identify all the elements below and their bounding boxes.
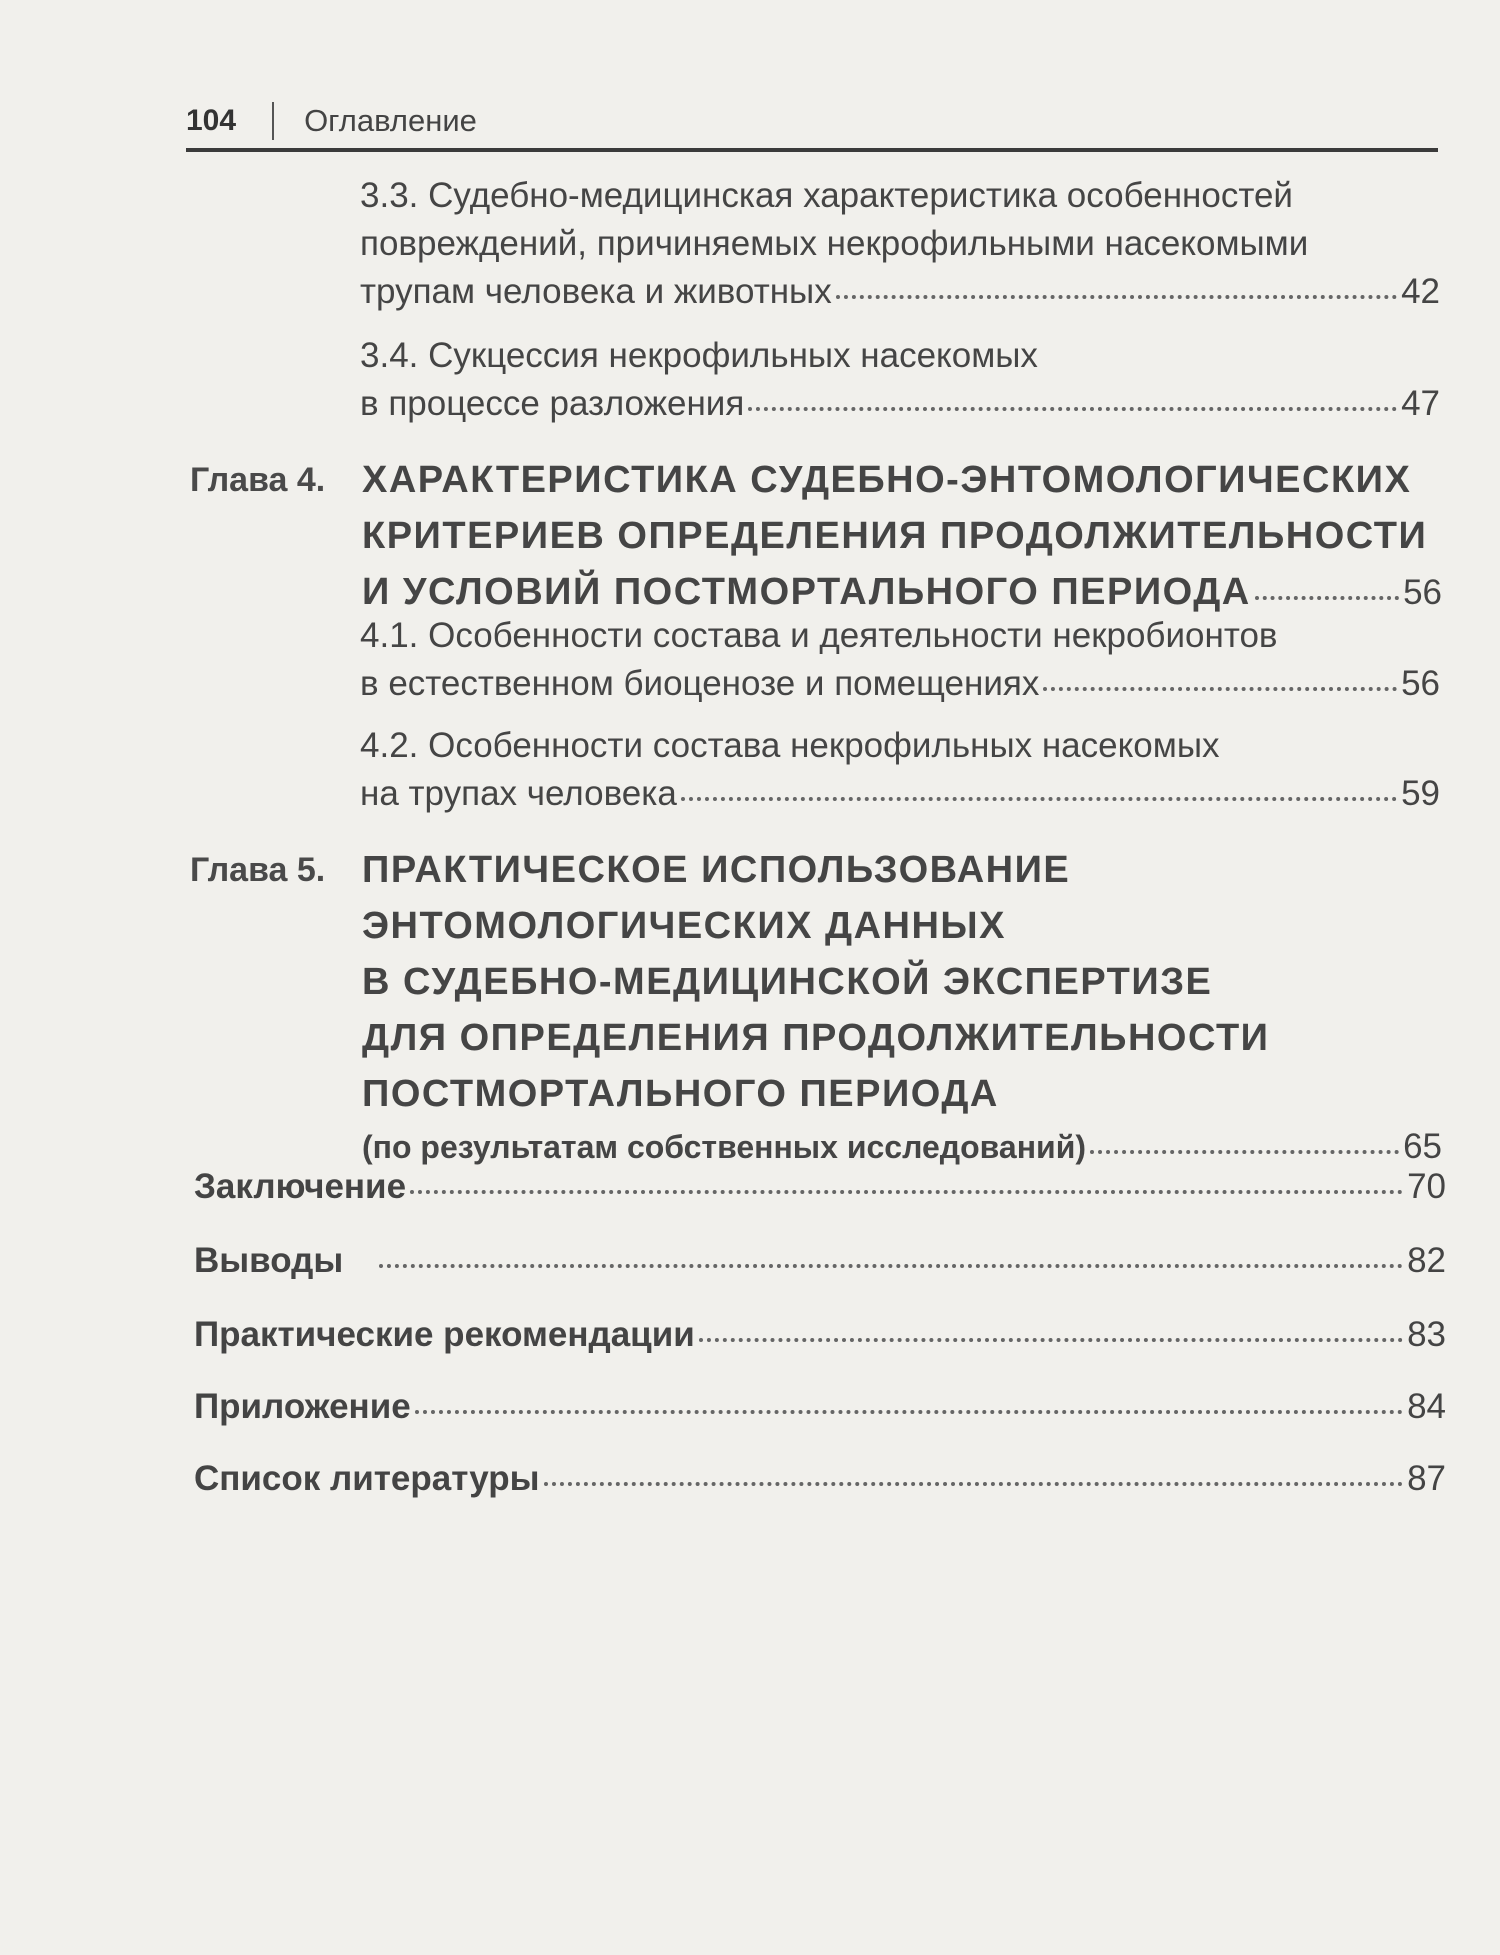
running-header <box>186 96 477 146</box>
chapter-subtitle: (по результатам собственных исследований) <box>362 1129 1087 1165</box>
toc-entry-title: Приложение <box>194 1387 411 1426</box>
toc-entry-4-2[interactable] <box>360 722 1440 818</box>
toc-entry-leader-line <box>194 1310 1446 1360</box>
chapter-title-line: ДЛЯ ОПРЕДЕЛЕНИЯ ПРОДОЛЖИТЕЛЬНОСТИ <box>362 1017 1270 1059</box>
chapter-label: Глава 4. <box>190 461 326 499</box>
toc-entry-line: 4.1. Особенности состава и деятельности некробионтов <box>360 616 1278 655</box>
dot-leader <box>836 291 1397 299</box>
toc-page-number: 70 <box>1407 1167 1446 1206</box>
toc-entry-line: повреждений, причиняемых некрофильными насекомыми <box>360 224 1309 263</box>
chapter-title-block <box>362 452 1442 621</box>
chapter-title-line: ПРАКТИЧЕСКОЕ ИСПОЛЬЗОВАНИЕ <box>362 849 1071 891</box>
toc-entry-line: в процессе разложения <box>360 384 745 423</box>
toc-entry-leader-line <box>194 1454 1446 1504</box>
chapter-title-line: В СУДЕБНО-МЕДИЦИНСКОЙ ЭКСПЕРТИЗЕ <box>362 961 1213 1003</box>
dot-leader <box>748 403 1397 411</box>
dot-leader <box>415 1406 1403 1414</box>
toc-entry-leader-line <box>360 770 1440 818</box>
toc-entry-leader-line <box>194 1162 1446 1212</box>
dot-leader <box>544 1478 1404 1486</box>
toc-page-number: 56 <box>1401 664 1440 703</box>
toc-page-number: 82 <box>1407 1241 1446 1280</box>
dot-leader <box>379 1260 1403 1268</box>
toc-entry-appendix[interactable] <box>194 1382 1446 1432</box>
dot-leader <box>1043 683 1397 691</box>
toc-entry-line: 4.2. Особенности состава некрофильных насекомых <box>360 726 1220 765</box>
toc-entry-leader-line <box>360 660 1440 708</box>
toc-entry-title: Заключение <box>194 1167 407 1206</box>
toc-page-number: 47 <box>1401 384 1440 423</box>
toc-page-number: 83 <box>1407 1315 1446 1354</box>
dot-leader <box>410 1186 1403 1194</box>
dot-leader <box>1090 1146 1399 1154</box>
toc-entry-title: Список литературы <box>194 1459 540 1498</box>
toc-entry-leader-line <box>194 1236 1446 1286</box>
toc-page-number: 59 <box>1401 774 1440 813</box>
toc-entry-recommendations[interactable] <box>194 1310 1446 1360</box>
toc-entry-line: на трупах человека <box>360 774 677 813</box>
chapter-title-block <box>362 842 1442 1172</box>
header-title: Оглавление <box>304 103 477 138</box>
chapter-title-line: ПОСТМОРТАЛЬНОГО ПЕРИОДА <box>362 1073 999 1115</box>
toc-page-number: 56 <box>1403 573 1442 612</box>
toc-entry-leader-line <box>360 268 1440 316</box>
toc-entry-4-1[interactable] <box>360 612 1440 708</box>
toc-entry-line: 3.3. Судебно-медицинская характеристика особенностей <box>360 176 1293 215</box>
chapter-title-line: ЭНТОМОЛОГИЧЕСКИХ ДАННЫХ <box>362 905 1006 947</box>
toc-entry-references[interactable] <box>194 1454 1446 1504</box>
page-number: 104 <box>186 104 237 137</box>
toc-page-number: 42 <box>1401 272 1440 311</box>
toc-entry-3-3[interactable] <box>360 172 1440 316</box>
toc-entry-line: 3.4. Сукцессия некрофильных насекомых <box>360 336 1038 375</box>
toc-page-number: 84 <box>1407 1387 1446 1426</box>
toc-page-number: 87 <box>1407 1459 1446 1498</box>
dot-leader <box>699 1334 1403 1342</box>
toc-entry-conclusion[interactable] <box>194 1162 1446 1212</box>
toc-entry-3-4[interactable] <box>360 332 1440 428</box>
toc-entry-findings[interactable] <box>194 1236 1446 1286</box>
header-rule <box>186 148 1438 152</box>
toc-entry-leader-line <box>360 380 1440 428</box>
toc-entry-leader-line <box>194 1382 1446 1432</box>
toc-page-number: 65 <box>1403 1127 1442 1166</box>
toc-entry-title: Практические рекомендации <box>194 1315 695 1354</box>
chapter-title-line: КРИТЕРИЕВ ОПРЕДЕЛЕНИЯ ПРОДОЛЖИТЕЛЬНОСТИ <box>362 515 1428 557</box>
header-separator <box>272 102 274 140</box>
chapter-title-line: И УСЛОВИЙ ПОСТМОРТАЛЬНОГО ПЕРИОДА <box>362 571 1251 613</box>
toc-entry-line: в естественном биоценозе и помещениях <box>360 664 1040 703</box>
chapter-title-line: ХАРАКТЕРИСТИКА СУДЕБНО-ЭНТОМОЛОГИЧЕСКИХ <box>362 459 1412 501</box>
dot-leader <box>1255 592 1399 600</box>
toc-entry-line: трупам человека и животных <box>360 272 832 311</box>
dot-leader <box>681 793 1397 801</box>
chapter-label: Глава 5. <box>190 851 326 889</box>
toc-entry-title: Выводы <box>194 1241 344 1280</box>
